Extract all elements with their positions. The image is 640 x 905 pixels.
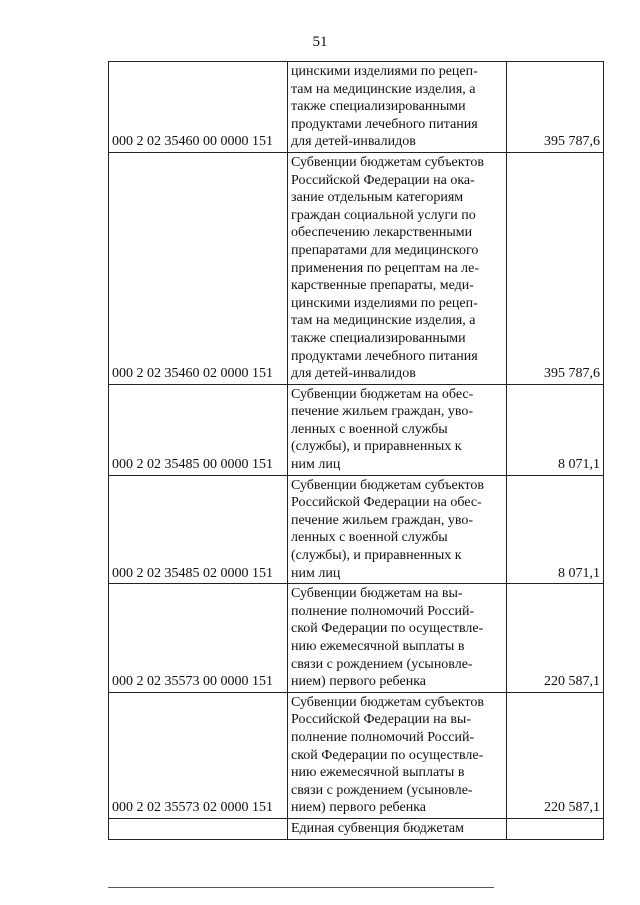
revenue-name: Субвенции бюджетам субъектов Российской Федерации на ока- зание отдельным категориям граждан социальной услуги по обеспечению лекарственными препаратами для медицинского применения по рецептам на ле- карственные препараты, меди- цинскими изделиями по рецеп- там на медицинские изделия, а также специализированными продуктами лечебного питания для детей-инвалидов xyxy=(288,152,507,384)
revenue-name: Субвенции бюджетам субъектов Российской Федерации на вы- полнение полномочий Россий- ской Федерации по осуществле- нию ежемесячной выплаты в связи с рождением (усыновле- нием) первого ребенка xyxy=(288,692,507,818)
budget-revenue-table xyxy=(108,61,604,840)
table-row xyxy=(109,475,604,584)
revenue-name: Субвенции бюджетам на вы- полнение полномочий Россий- ской Федерации по осуществле- нию ежемесячной выплаты в связи с рождением (усыновле- нием) первого ребенка xyxy=(288,584,507,693)
budget-classification-code: 000 2 02 35460 00 0000 151 xyxy=(109,62,288,153)
table-row xyxy=(109,692,604,818)
table-row xyxy=(109,584,604,693)
amount: 8 071,1 xyxy=(507,475,604,584)
revenue-name: Единая субвенция бюджетам xyxy=(288,818,507,839)
budget-classification-code: 000 2 02 35485 00 0000 151 xyxy=(109,384,288,475)
amount: 395 787,6 xyxy=(507,152,604,384)
amount xyxy=(507,818,604,839)
budget-classification-code: 000 2 02 35573 00 0000 151 xyxy=(109,584,288,693)
revenue-name: Субвенции бюджетам субъектов Российской Федерации на обес- печение жильем граждан, уво- ленных с военной службы (службы), и приравненных к ним лиц xyxy=(288,475,507,584)
revenue-name: Субвенции бюджетам на обес- печение жильем граждан, уво- ленных с военной службы (службы), и приравненных к ним лиц xyxy=(288,384,507,475)
footer-divider xyxy=(108,887,494,888)
budget-classification-code: 000 2 02 35460 02 0000 151 xyxy=(109,152,288,384)
amount: 8 071,1 xyxy=(507,384,604,475)
table-row xyxy=(109,818,604,839)
table-row xyxy=(109,152,604,384)
budget-classification-code: 000 2 02 35485 02 0000 151 xyxy=(109,475,288,584)
amount: 220 587,1 xyxy=(507,584,604,693)
budget-classification-code xyxy=(109,818,288,839)
budget-classification-code: 000 2 02 35573 02 0000 151 xyxy=(109,692,288,818)
table-row xyxy=(109,384,604,475)
revenue-name: цинскими изделиями по рецеп- там на медицинские изделия, а также специализированными продуктами лечебного питания для детей-инвалидов xyxy=(288,62,507,153)
amount: 395 787,6 xyxy=(507,62,604,153)
page-number: 51 xyxy=(312,34,328,50)
table-row xyxy=(109,62,604,153)
amount: 220 587,1 xyxy=(507,692,604,818)
